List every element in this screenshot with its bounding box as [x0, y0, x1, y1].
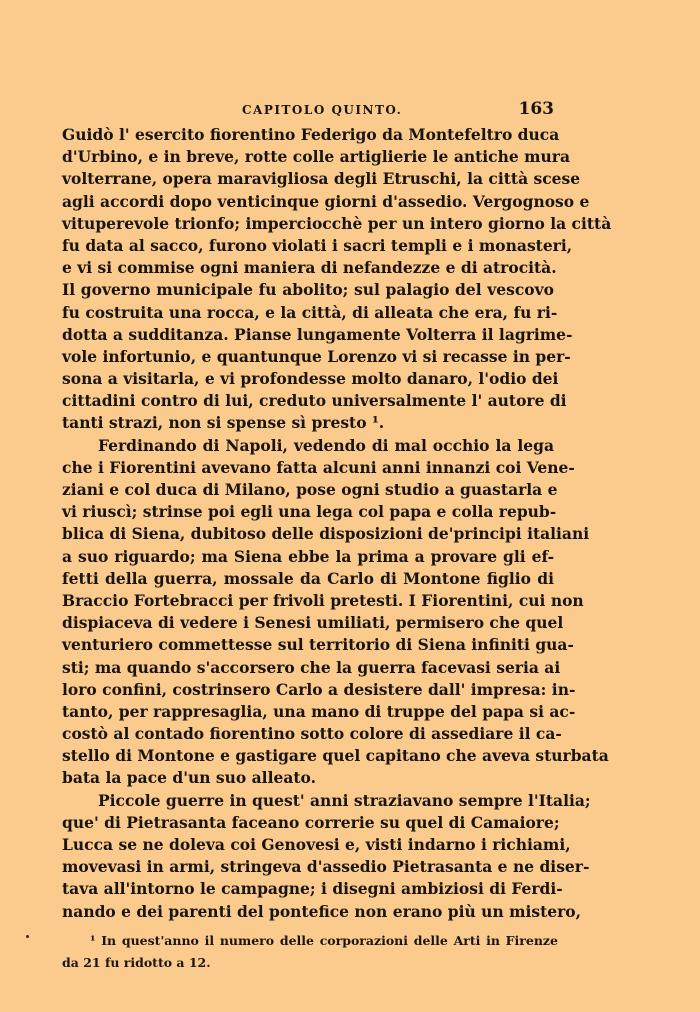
text-line: Guidò l' esercito fiorentino Federigo da Montefeltro duca	[62, 125, 560, 144]
text-line: stello di Montone e gastigare quel capitano che aveva sturbata	[62, 746, 609, 766]
ink-speck	[26, 935, 29, 938]
text-line: ziani e col duca di Milano, pose ogni studio a guastarla e	[62, 480, 558, 499]
footnote-line: ¹ In quest'anno il numero delle corporazioni delle Arti in Firenze	[90, 933, 558, 948]
chapter-title: CAPITOLO QUINTO.	[242, 103, 403, 117]
text-line: Lucca se ne doleva coi Genovesi e, visti indarno i richiami,	[62, 835, 571, 854]
text-line: a suo riguardo; ma Siena ebbe la prima a provare gli ef-	[62, 546, 554, 566]
footnotes	[62, 930, 558, 974]
footnote-line: da 21 fu ridotto a 12.	[62, 955, 211, 970]
page-number: 163	[518, 99, 554, 119]
text-line: fu costruita una rocca, e la città, di alleata che era, fu ri-	[62, 302, 558, 322]
text-line: sti; ma quando s'accorsero che la guerra facevasi seria ai	[62, 657, 561, 677]
text-line: cittadini contro di lui, creduto universalmente l' autore di	[62, 391, 567, 411]
text-line: Piccole guerre in quest' anni straziavano sempre l'Italia;	[98, 790, 591, 810]
text-line: venturiero commettesse sul territorio di Siena infiniti gua-	[62, 635, 574, 655]
text-line: vituperevole trionfo; imperciocchè per un intero giorno la città	[62, 213, 612, 233]
text-line: tanti strazi, non si spense sì presto ¹.	[62, 413, 385, 433]
text-line: tanto, per rappresaglia, una mano di truppe del papa si ac-	[62, 701, 576, 721]
text-line: bata la pace d'un suo alleato.	[62, 768, 316, 788]
text-line: tava all'intorno le campagne; i disegni ambiziosi di Ferdi-	[62, 879, 563, 899]
text-line: vi riuscì; strinse poi egli una lega col papa e colla repub-	[62, 502, 557, 522]
text-line: Il governo municipale fu abolito; sul palagio del vescovo	[62, 280, 554, 300]
text-line: dispiaceva di vedere i Senesi umiliati, permisero che quel	[62, 613, 564, 633]
text-line: que' di Pietrasanta faceano correrie su quel di Camaiore;	[62, 812, 560, 832]
text-line: nando e dei parenti del pontefice non erano più un mistero,	[62, 901, 582, 921]
text-line: costò al contado fiorentino sotto colore di assediare il ca-	[62, 724, 562, 744]
body-text	[62, 124, 612, 923]
text-line: agli accordi dopo venticinque giorni d'assedio. Vergognoso e	[62, 191, 590, 211]
text-line: movevasi in armi, stringeva d'assedio Pietrasanta e ne diser-	[62, 857, 590, 877]
text-line: che i Fiorentini avevano fatta alcuni anni innanzi coi Vene-	[62, 457, 575, 477]
text-line: Braccio Fortebracci per frivoli pretesti. I Fiorentini, cui non	[62, 590, 584, 610]
text-line: fu data al sacco, furono violati i sacri templi e i monasteri,	[62, 235, 573, 255]
text-line: vole infortunio, e quantunque Lorenzo vi si recasse in per-	[62, 346, 571, 366]
text-line: sona a visitarla, e vi profondesse molto danaro, l'odio dei	[62, 369, 559, 389]
text-line: dotta a sudditanza. Pianse lungamente Volterra il lagrime-	[62, 324, 573, 344]
text-line: volterrane, opera maravigliosa degli Etruschi, la città scese	[62, 169, 581, 189]
text-line: loro confini, costrinsero Carlo a desistere dall' impresa: in-	[62, 679, 576, 699]
text-line: e vi si commise ogni maniera di nefandezze e di atrocità.	[62, 258, 557, 278]
text-line: fetti della guerra, mossale da Carlo di Montone figlio di	[62, 568, 554, 588]
text-line: d'Urbino, e in breve, rotte colle artiglierie le antiche mura	[62, 147, 571, 167]
text-line: Ferdinando di Napoli, vedendo di mal occhio la lega	[98, 435, 554, 455]
running-head	[62, 99, 554, 121]
text-line: blica di Siena, dubitoso delle disposizioni de'principi italiani	[62, 524, 590, 544]
